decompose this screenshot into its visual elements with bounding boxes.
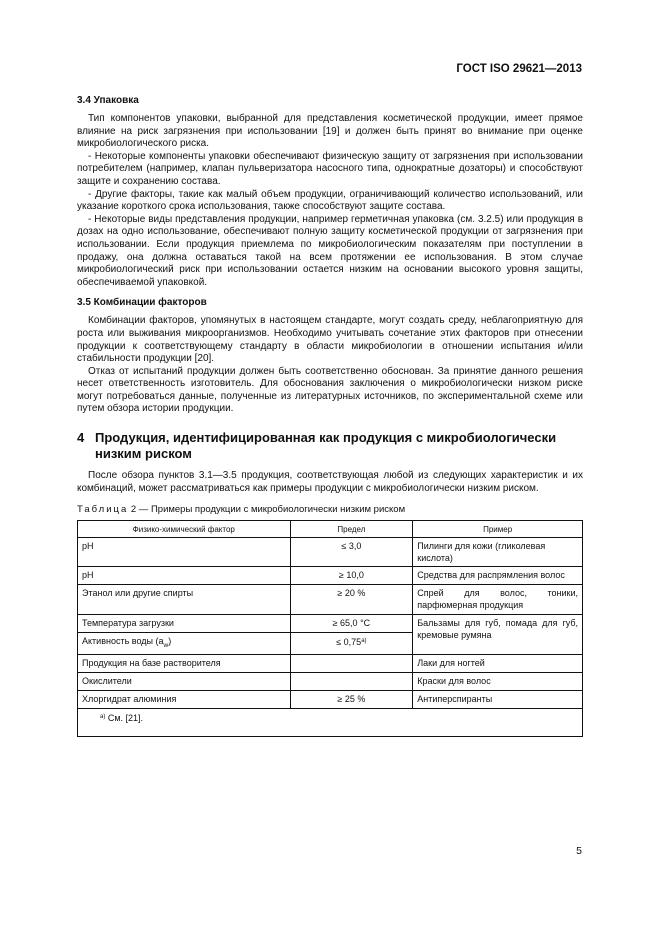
section-4-para-1: После обзора пунктов 3.1—3.5 продукция, соответствующая любой из следующих характеристик и их комбинаций, может рассматриваться как примеры продукции с микробиологически низким риском. <box>77 470 583 494</box>
footnote-mark: a) <box>100 714 106 721</box>
header-example: Пример <box>413 521 583 538</box>
table-row <box>78 585 583 615</box>
limit-cell: ≥ 65,0 °С <box>290 615 413 633</box>
footnote-ref: a) <box>361 638 367 645</box>
factor-cell <box>78 633 291 655</box>
factor-subscript: w <box>163 642 169 650</box>
table-row <box>78 567 583 585</box>
table-row <box>78 615 583 633</box>
table-caption-label: Таблица <box>77 504 129 516</box>
table-row <box>78 538 583 567</box>
section-3-5-heading: 3.5 Комбинации факторов <box>77 297 207 309</box>
section-3-4-para-1: Тип компонентов упаковки, выбранной для представления косметической продукции, имеет прямое влияние на риск загрязнения при использовании [19] и должен быть принят во внимание при оценке микробиологического риска. <box>77 113 583 150</box>
table-caption <box>77 504 583 515</box>
section-3-4-heading: 3.4 Упаковка <box>77 95 139 106</box>
limit-cell: ≤ 3,0 <box>290 538 413 567</box>
header-factor: Физико-химический фактор <box>78 521 291 538</box>
section-4-heading <box>77 430 583 462</box>
example-cell: Средства для распрямления волос <box>413 567 583 585</box>
standard-id: ГОСТ ISO 29621—2013 <box>456 63 582 75</box>
example-cell: Лаки для ногтей <box>413 655 583 673</box>
example-cell: Антиперспиранты <box>413 691 583 709</box>
section-3-4-para-4: - Некоторые виды представления продукции, например герметичная упаковка (см. 3.2.5) или продукция в дозах на одно использование, обеспечивают полную защиту косметической продукции от загрязнения при использовании. Если продукция приемлема по микробиологическим показателям при поступлении в продажу, она должна оставаться такой на всем протяжении ее использования. В этом случае микробиологический риск при использовании остается низким на основании высокого уровня защиты, обеспечиваемой упаковкой. <box>77 213 583 288</box>
limit-cell: ≥ 25 % <box>290 691 413 709</box>
section-4-title: Продукция, идентифицированная как продукция с микробиологически низким риском <box>95 430 557 462</box>
limit-cell <box>290 655 413 673</box>
example-cell: Пилинги для кожи (гликолевая кислота) <box>413 538 583 567</box>
example-cell: Спрей для волос, тоники, парфюмерная продукция <box>413 585 583 615</box>
factor-cell: Хлоргидрат алюминия <box>78 691 291 709</box>
factor-cell: pH <box>78 567 291 585</box>
table-row <box>78 673 583 691</box>
example-cell: Краски для волос <box>413 673 583 691</box>
limit-cell <box>290 633 413 655</box>
limit-cell: ≥ 10,0 <box>290 567 413 585</box>
factor-cell: Температура загрузки <box>78 615 291 633</box>
section-3-5-para-1: Комбинации факторов, упомянутых в настоящем стандарте, могут создать среду, неблагоприятную для роста или выживания микроорганизмов. Необходимо учитывать сочетание этих факторов при отнесении продукции к соответствующему стандарту в области микробиологии в отношении испытания и/или стабильности продукции [20]. <box>77 315 583 365</box>
page-content <box>77 95 583 737</box>
limit-cell: ≥ 20 % <box>290 585 413 615</box>
table-footnote <box>78 709 583 737</box>
limit-cell <box>290 673 413 691</box>
header-limit: Предел <box>290 521 413 538</box>
factor-cell: Окислители <box>78 673 291 691</box>
section-3-4-para-2: - Некоторые компоненты упаковки обеспечивают физическую защиту от загрязнения при использовании потребителем (например, клапан пульверизатора насосного типа, однократные дозаторы) и способствуют защите и сохранению состава. <box>77 150 583 187</box>
table-row <box>78 655 583 673</box>
section-4-number: 4 <box>77 430 85 446</box>
factor-cell: pH <box>78 538 291 567</box>
table-caption-text: 2 — Примеры продукции с микробиологически низким риском <box>128 504 406 516</box>
page-number: 5 <box>576 845 582 857</box>
limit-value: ≤ 0,75 <box>336 637 362 648</box>
factor-cell: Этанол или другие спирты <box>78 585 291 615</box>
table-footnote-row <box>78 709 583 737</box>
footnote-text: См. [21]. <box>105 713 144 724</box>
low-risk-products-table <box>77 520 583 737</box>
section-3-5-para-2: Отказ от испытаний продукции должен быть соответственно обоснован. За принятие данного решения несет ответственность изготовитель. Для обоснования заключения о микробиологически низком риске могут потребоваться данные, полученные из литературных источников, по экспериментальной схеме или путем обзора истории продукции. <box>77 365 583 415</box>
example-cell: Бальзамы для губ, помада для губ, кремовые румяна <box>413 615 583 655</box>
factor-text-end: ) <box>168 636 172 647</box>
factor-text: Активность воды (a <box>82 636 164 647</box>
table-row <box>78 691 583 709</box>
section-3-4-para-3: - Другие факторы, такие как малый объем продукции, ограничивающий количество использований, или указание короткого срока использования, также способствуют защите состава. <box>77 188 583 213</box>
factor-cell: Продукция на базе растворителя <box>78 655 291 673</box>
